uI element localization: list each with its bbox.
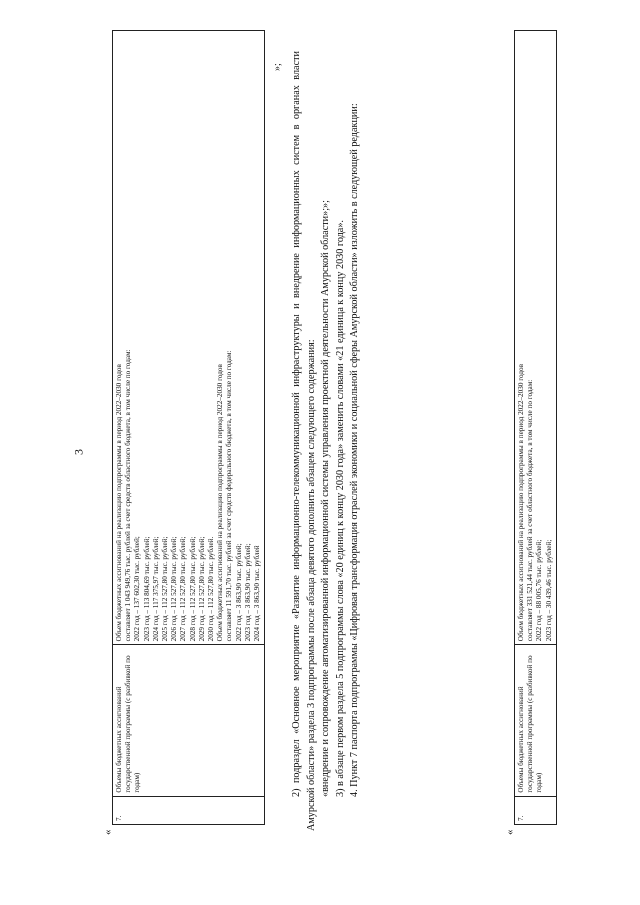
value-line: 2023 год – 30 439,46 тыс. рублей; [544,539,553,642]
close-quote: »; [272,63,283,71]
row-value [515,31,557,645]
paragraph: 3) в абзаце первом раздела 5 подпрограммы слова «20 единиц к концу 2030 года» заменить словами «21 единица к концу 2030 года». [334,220,346,797]
paragraph: 4. Пункт 7 паспорта подпрограммы «Цифровая трансформация отраслей экономики и социальной сферы Амурской области» изложить в следующей редакции: [349,103,361,797]
value-line: 2024 год – 117 375,97 тыс. рублей; [151,536,160,642]
row-label: Объемы бюджетных ассигнований государственной программы (с разбивкой по годам) [113,645,265,796]
value-line: 2023 год – 113 804,69 тыс. рублей; [142,536,151,642]
row-number: 7. [515,796,557,824]
value-line: составляет 1 043 949,76 тыс. рублей за счет средств областного бюджета, в том числе по годам: [124,349,133,642]
value-line: Объем бюджетных ассигнований на реализацию подпрограммы в период 2022–2030 годов [216,364,225,642]
table-row [515,31,557,825]
page-number: 3 [71,449,86,455]
value-line: 2026 год – 112 527,80 тыс. рублей; [170,536,179,642]
value-line: 2022 год – 137 602,30 тыс. рублей; [133,536,142,642]
budget-table-2 [514,30,557,825]
budget-table-1 [112,30,265,825]
table-row [113,31,265,825]
value-line: 2023 год – 3 863,90 тыс. рублей; [243,543,252,642]
value-line: 2030 год – 112 527,80 тыс. рублей. [207,536,216,642]
value-line: 2029 год – 112 527,80 тыс. рублей; [197,536,206,642]
row-label: Объемы бюджетных ассигнований государственной программы (с разбивкой по годам) [515,645,557,796]
row-value [113,31,265,645]
paragraph: 2) подраздел «Основное мероприятие «Развитие информационно-телекоммуникационной инфраструктуры и внедрение информационных систем в органах власти Амурской области» раздела 3 подпрограммы после абзаца девятого дополнить абзацем следующего содержания: [291,51,317,831]
body-paragraphs [290,51,363,831]
value-line: Объем бюджетных ассигнований на реализацию подпрограммы в период 2022–2030 годов [517,363,525,642]
value-line: Объем бюджетных ассигнований на реализацию подпрограммы в период 2022–2030 годов [115,364,123,642]
value-line: 2027 год – 112 527,80 тыс. рублей; [179,536,188,642]
value-line: 2022 год – 3 863,90 тыс. рублей; [234,543,243,642]
value-line: 2024 год – 3 863,90 тыс. рублей [253,545,262,642]
paragraph: «внедрение и сопровождение автоматизированной информационной системы управления проектной деятельности Амурской области»;»; [320,200,332,797]
open-quote: « [102,829,114,835]
open-quote-2: « [504,829,516,835]
value-line: составляет 331 521,44 тыс. рублей за счет областного бюджета, в том числе по годам: [526,379,535,642]
value-line: 2025 год – 112 527,80 тыс. рублей; [161,536,170,642]
value-line: составляет 11 591,70 тыс. рублей за счет средств федерального бюджета, в том числе по годам: [225,350,234,642]
row-number: 7. [113,796,265,824]
value-line: 2028 год – 112 527,80 тыс. рублей; [188,536,197,642]
value-line: 2022 год – 88 005,76 тыс. рублей; [535,539,544,642]
rotated-page-content [102,30,622,855]
